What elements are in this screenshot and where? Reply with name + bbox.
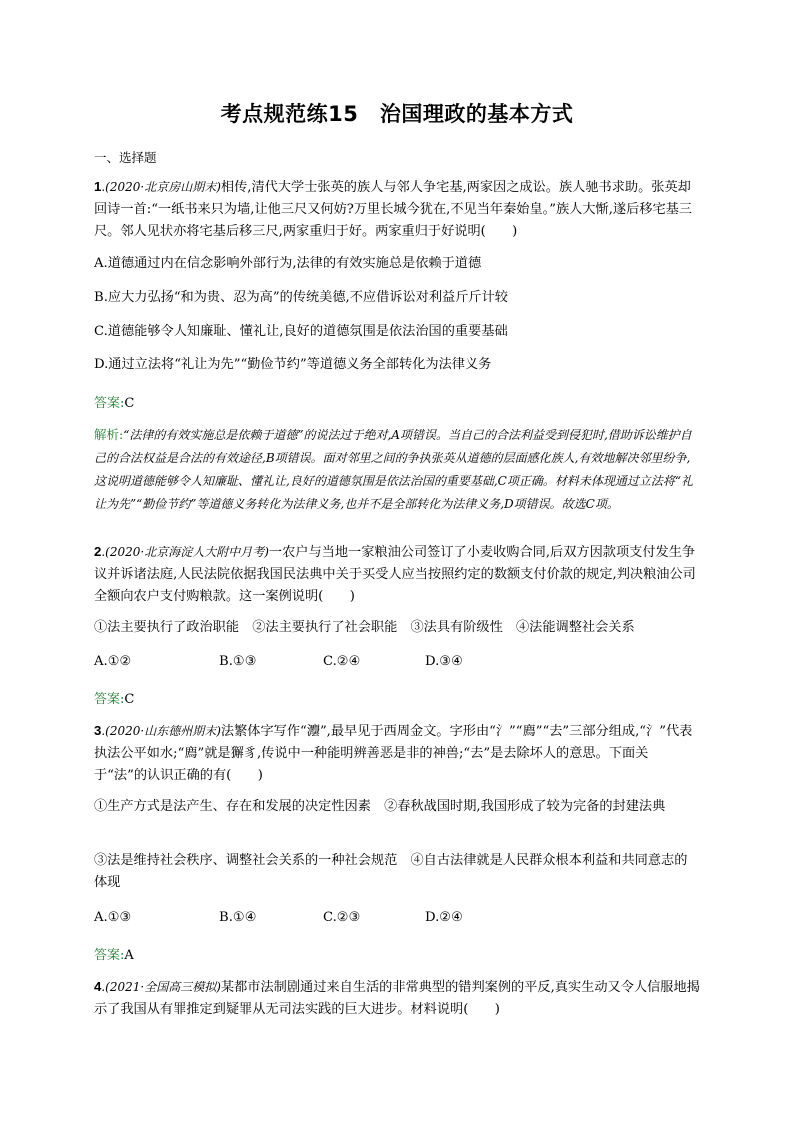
question-text: 某都市法制剧通过来自生活的非常典型的错判案例的平反,真实生动又令人信服地揭示了我国从有罪推定到疑罪从无司法实践的巨大进步。材料说明( ) [94,980,700,1017]
question-number: 4 [94,979,102,994]
question-1-stem [94,176,700,243]
option-c: C.道德能够令人知廉耻、懂礼让,良好的道德氛围是依法治国的重要基础 [94,324,508,339]
answer-line [94,392,134,411]
statement-items-1: ①生产方式是法产生、存在和发展的决定性因素 ②春秋战国时期,我国形成了较为完备的封建法典 [94,799,666,814]
question-source: .(2020·北京海淀人大附中月考) [101,545,269,559]
answer-label: 答案: [94,948,125,963]
option-b: B.①③ [219,654,257,669]
explain-label: 解析: [94,427,124,442]
option-b: B.①④ [219,910,257,925]
answer-label: 答案: [94,692,125,707]
option-d: D.②④ [425,910,463,925]
option-a: A.道德通过内在信念影响外部行为,法律的有效实施总是依赖于道德 [94,256,482,271]
answer-line [94,944,134,963]
option-c: C.②③ [323,910,361,925]
option-d: D.③④ [425,654,463,669]
question-source: .(2020·山东德州期末) [101,724,221,738]
statement-items-2: ③法是维持社会秩序、调整社会关系的一种社会规范 ④自古法律就是人民群众根本利益和共同意志的体现 [94,853,688,890]
question-text: 一农户与当地一家粮油公司签订了小麦收购合同,后双方因款项支付发生争议并诉诸法庭,人民法院依据我国民法典中关于买受人应当按照约定的数额支付价款的规定,判决粮油公司全额向农户支付购粮款。这一案例说明( ) [94,545,696,604]
answer-value: A [124,948,134,963]
question-source: .(2021·全国高三模拟) [101,980,221,994]
question-number: 2 [94,544,102,559]
question-3-stem [94,720,700,787]
question-number: 3 [94,723,102,738]
answer-value: C [124,692,135,707]
explanation [94,423,700,516]
answer-line [94,688,134,707]
question-2-stem [94,541,700,608]
explain-text: “法律的有效实施总是依赖于道德”的说法过于绝对,A项错误。当自己的合法利益受到侵犯时,借助诉讼维护自己的合法权益是合法的有效途径,B项错误。面对邻里之间的争执张英从道德的层面感化族人,有效地解决邻里纷争,这说明道德能够令人知廉耻、懂礼让,良好的道德氛围是依法治国的重要基础,C项正确。材料未体现通过立法将“礼让为先”“勤俭节约”等道德义务转化为法律义务,也并不是全部转化为法律义务,D项错误。故选C项。 [94,428,693,511]
option-c: C.②④ [323,654,361,669]
question-4-stem [94,976,700,1021]
option-d: D.通过立法将“礼让为先”“勤俭节约”等道德义务全部转化为法律义务 [94,357,492,372]
answer-label: 答案: [94,396,125,411]
option-a: A.①② [94,654,132,669]
question-number: 1 [94,179,102,194]
question-text: 法繁体字写作“灋”,最早见于西周金文。字形由“氵”“廌”“去”三部分组成,“氵”代表执法公平如水;“廌”就是獬豸,传说中一种能明辨善恶是非的神兽;“去”是去除坏人的意思。下面关于“法”的认识正确的有( ) [94,724,693,783]
option-a: A.①③ [94,910,132,925]
question-text: 相传,清代大学士张英的族人与邻人争宅基,两家因之成讼。族人驰书求助。张英却回诗一首:“一纸书来只为墙,让他三尺又何妨?万里长城今犹在,不见当年秦始皇。”族人大惭,遂后移宅基三尺。邻人见状亦将宅基后移三尺,两家重归于好。两家重归于好说明( ) [94,180,693,239]
statement-items: ①法主要执行了政治职能 ②法主要执行了社会职能 ③法具有阶级性 ④法能调整社会关系 [94,620,635,635]
question-source: .(2020·北京房山期末) [101,180,221,194]
answer-value: C [124,396,135,411]
option-b: B.应大力弘扬“和为贵、忍为高”的传统美德,不应借诉讼对利益斤斤计较 [94,290,508,305]
section-heading: 一、选择题 [94,150,157,165]
page-title: 考点规范练15 治国理政的基本方式 [220,102,574,126]
